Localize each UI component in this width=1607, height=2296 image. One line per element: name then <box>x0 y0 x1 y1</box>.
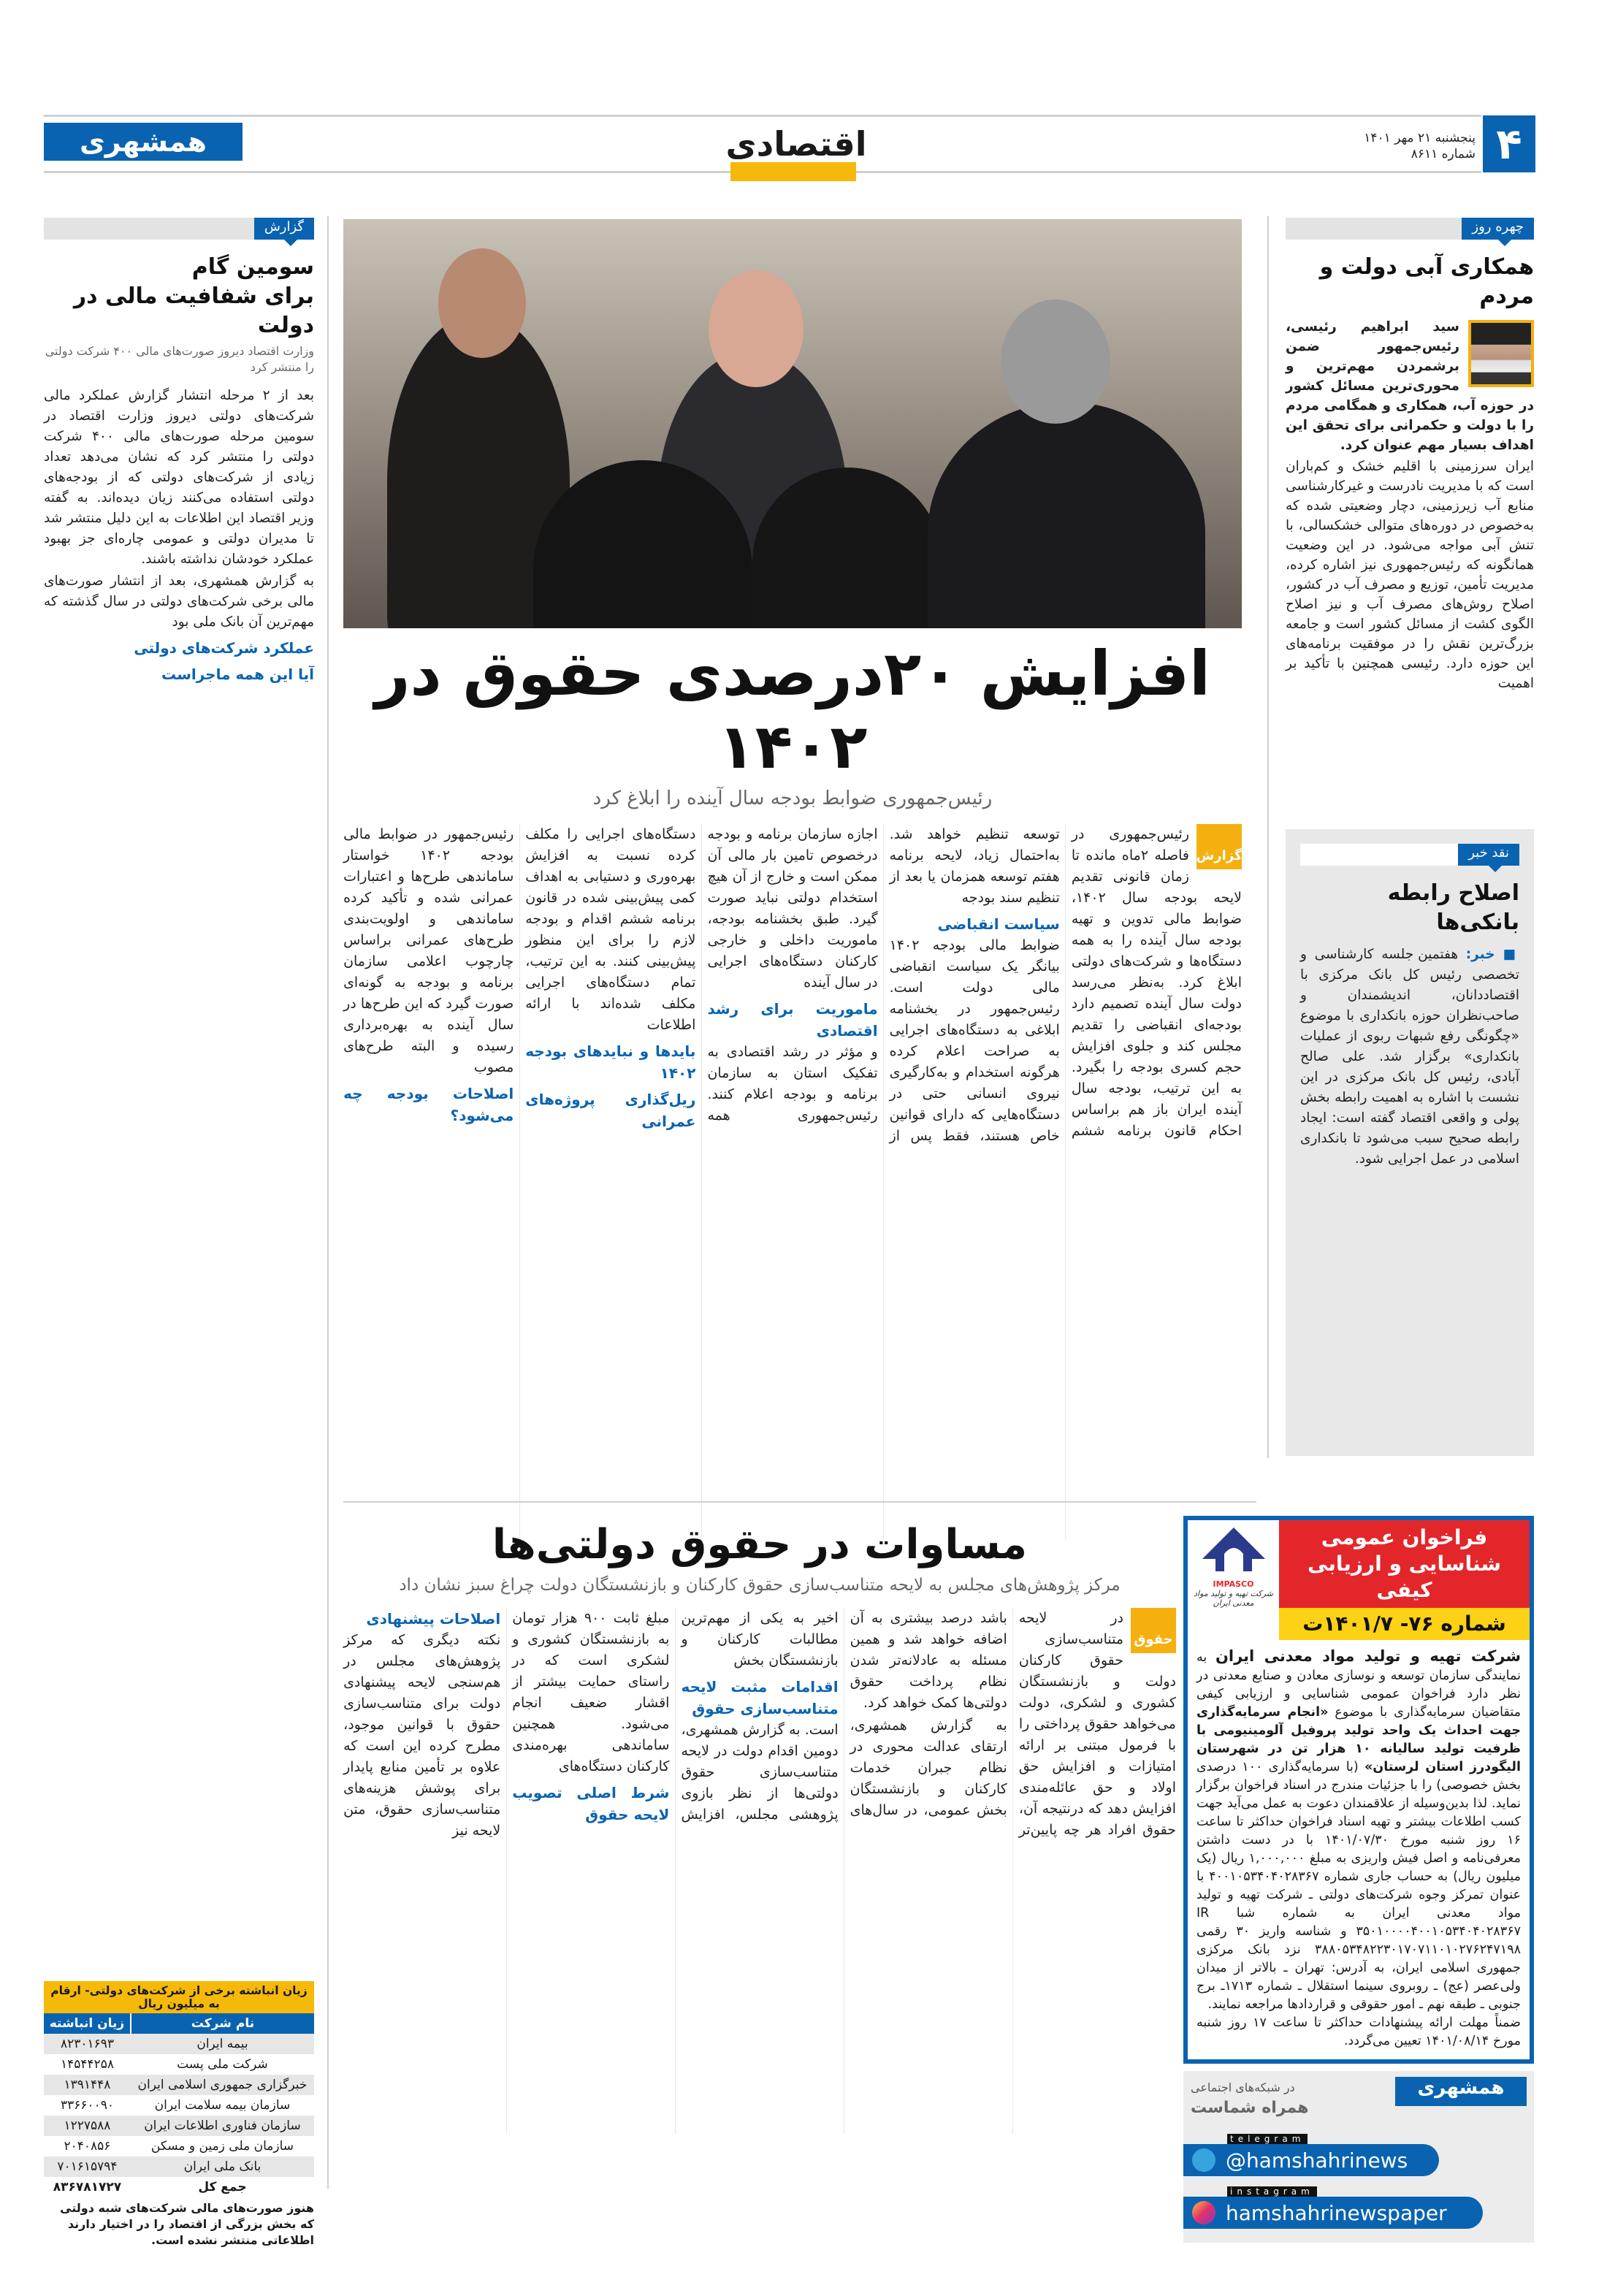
loss-value: ۸۲۳۰۱۶۹۳ <box>44 2034 131 2054</box>
critique-box <box>1286 829 1534 1456</box>
news-label-text: خبر: <box>1465 947 1495 962</box>
loss-value: ۳۳۶۶۰۰۹۰ <box>60 2098 114 2113</box>
article-separator <box>343 1501 1256 1503</box>
face-of-day-body <box>1286 317 1534 693</box>
paragraph: و مؤثر در رشد اقتصادی به تفکیک استان به سازمان برنامه و بودجه اعلام کنند. رئیس‌جمهوری همه دستگاه‌های اجرایی را مکلف کرده نسبت به افزایش بهره‌وری و دستیابی به اهداف کمی پیش‌بینی شده در قانون برنامه ششم اقدام و بودجه لازم را برای این منظور پیش‌بینی کنند. به این ترتیب، تمام دستگاه‌های اجرایی مکلف شده‌اند با ارائه اطلاعات <box>525 826 878 1124</box>
company-name: جمع کل <box>198 2180 247 2194</box>
ad-number: شماره ۷۶- ۱۴۰۱/۷ت <box>1279 1608 1530 1640</box>
second-article-body <box>343 1608 1176 2134</box>
face-of-day-kicker <box>1286 218 1534 240</box>
loss-value: ۱۲۲۷۵۸۸ <box>44 2116 131 2136</box>
subheading: عملکرد شرکت‌های دولتی <box>134 639 314 657</box>
news-label: ■ خبر: <box>1465 947 1519 962</box>
social-media-box <box>1183 2071 1534 2243</box>
ad-body <box>1188 1640 1530 2059</box>
photo-figure <box>438 248 526 358</box>
section-underline <box>730 162 856 181</box>
column-header: زیان انباشته <box>44 2013 131 2034</box>
company-name: شرکت ملی پست <box>177 2057 268 2072</box>
header-top-rule <box>44 115 1481 117</box>
impasco-logo <box>1188 1520 1279 1614</box>
loss-value: ۸۳۶۷۸۱۷۲۷ <box>53 2180 122 2194</box>
subheading: ریل‌گذاری پروژه‌های عمرانی <box>525 1091 696 1130</box>
telegram-icon <box>1192 2148 1215 2172</box>
ad-title-line: فراخوان عمومی <box>1321 1525 1488 1549</box>
critique-text: هفتمین جلسه کارشناسی و تخصصی رئیس کل بانک مرکزی با اقتصاددانان، اندیشمندان و صاحب‌نظران حوزه بانکداری با موضوع «چگونگی رفع شبهات ربوی از عملیات بانکداری» برگزار شد. علی صالح آبادی، رئیس کل بانک مرکزی در این نشست با اشاره به اهمیت رابطه بخش پولی و واقعی اقتصاد گفته است: ایجاد رابطه صحیح سبب می‌شود تا بانکداری اسلامی در عمل اجرایی شود. <box>1300 947 1519 1167</box>
column-divider <box>327 216 329 2189</box>
loss-value: ۷۰۱۶۱۵۷۹۴ <box>44 2156 131 2177</box>
subheading: اصلاحات بودجه چه می‌شود؟ <box>343 1085 514 1124</box>
ad-title <box>1279 1520 1530 1608</box>
section-title-text: اقتصادی <box>725 124 867 164</box>
telegram-handle: @hamshahrinews <box>1226 2148 1408 2173</box>
second-headline: مساوات در حقوق دولتی‌ها <box>492 1521 1028 1568</box>
section-title <box>716 124 877 183</box>
issue-number: شماره ۸۶۱۱ <box>1411 147 1476 161</box>
kicker-label: گزارش <box>254 218 314 240</box>
body-paragraph: ایران سرزمینی با اقلیم خشک و کم‌باران است که با مدیریت نادرست و غیرکارشناسی منابع آب زیرزمینی، دچار وضعیتی شده که به‌خصوص در دوره‌های متوالی خشکسالی، با تنش آبی مواجه می‌شود. در این وضعیت همانگونه که رئیس‌جمهوری نیز اشاره کرده، مدیریت تأمین، توزیع و مصرف آب در کشور، اصلاح روش‌های مصرف آب و نیز اصلاح الگوی کشت از مسائل کشور است و جامعه بزرگ‌ترین نقش را در موفقیت برنامه‌های این حوزه دارد. رئیسی همچنین با تأکید بر اهمیت <box>1286 459 1534 691</box>
critique-title: اصلاح رابطه بانکی‌ها <box>1387 880 1519 935</box>
loss-value: ۲۰۴۰۸۵۶ <box>64 2139 111 2154</box>
column-header: نام شرکت <box>131 2013 314 2034</box>
table-title: زیان انباشته برخی از شرکت‌های دولتی- ارقام به میلیون ریال <box>44 1981 314 2013</box>
paragraph: نکته دیگری که مرکز پژوهش‌های مجلس در هم‌سنجی لایحه پیشنهادی دولت برای متناسب‌سازی حقوق با قوانین موجود، مطرح کرده این است که علاوه بر تأمین منابع پایدار برای پوشش هزینه‌های متناسب‌سازی حقوق، متن لایحه نیز <box>343 1632 501 1839</box>
telegram-label: telegram <box>1227 2134 1308 2144</box>
left-title <box>44 253 314 340</box>
left-body <box>44 386 314 685</box>
newspaper-logo: همشهری <box>44 123 243 161</box>
ad-titles <box>1279 1520 1530 1640</box>
company-name: سازمان فناوری اطلاعات ایران <box>131 2116 314 2136</box>
kicker-label: نقد خبر <box>1458 844 1519 866</box>
second-subtitle: مرکز پژوهش‌های مجلس به لایحه متناسب‌سازی حقوق کارکنان و بازنشستگان دولت چراغ سبز نشان داد <box>399 1576 1121 1595</box>
loss-table <box>44 2013 314 2197</box>
impasco-logo-icon <box>1201 1526 1267 1577</box>
table-row <box>44 2177 314 2197</box>
social-line1: در شبکه‌های اجتماعی <box>1191 2080 1295 2094</box>
subheading: آیا این همه ماجراست <box>161 665 314 683</box>
company-name: بیمه ایران <box>131 2034 314 2054</box>
face-of-day-block <box>1286 218 1534 695</box>
table-row <box>44 2156 314 2177</box>
photo-figure <box>709 270 804 387</box>
ad-company: شرکت تهیه و تولید مواد معدنی ایران <box>1215 1647 1521 1665</box>
telegram-link[interactable] <box>1183 2134 1439 2176</box>
critique-body <box>1300 945 1519 1170</box>
main-photo <box>343 219 1242 628</box>
paragraph: به گزارش همشهری، بعد از انتشار صورت‌های مالی برخی شرکت‌های دولتی در سال گذشته که مهم‌ترین آن بانک ملی بود <box>44 573 314 630</box>
paragraph: در لایحه متناسب‌سازی حقوق کارکنان دولت و بازنشستگان کشوری و لشکری، دولت می‌خواهد حقوق پرداختی را با فرمول مبتنی بر ارائه امتیازات و افزایش حق اولاد و حق عائله‌مندی افزایش دهد که درنتیجه آن، حقوق افراد هر چه پایین‌تر باشد درصد بیشتری به آن اضافه خواهد شد و همین مسئله به عادلانه‌تر شدن نظام پرداخت حقوق دولتی‌ها کمک خواهد کرد. <box>850 1610 1176 1838</box>
instagram-handle: hamshahrinewspaper <box>1226 2200 1447 2225</box>
left-subtitle: وزارت اقتصاد دیروز صورت‌های مالی ۴۰۰ شرکت دولتی را منتشر کرد <box>45 344 314 374</box>
table-row <box>44 2095 314 2116</box>
subheading: شرط اصلی تصویب لایحه حقوق <box>512 1784 670 1823</box>
photo-figure <box>1001 300 1110 424</box>
main-subtitle: رئیس‌جمهوری ضوابط بودجه سال آینده را ابلاغ کرد <box>592 787 993 809</box>
company-name: بانک ملی ایران <box>131 2156 314 2177</box>
lead-paragraph: سید ابراهیم رئیسی، رئیس‌جمهور ضمن برشمردن مهم‌ترین و محوری‌ترین مسائل کشور در حوزه آب، همکاری و همگامی مردم را با دولت و حکمرانی برای تحقق این اهداف بسیار مهم عنوان کرد. <box>1286 319 1534 453</box>
ad-project: «انجام سرمایه‌گذاری جهت احداث یک واحد تولید پروفیل آلومینیومی با ظرفیت تولید سالیانه ۱۰ هزار تن در شهرستان الیگودرز استان لرستان» <box>1196 1705 1521 1774</box>
table-caption: هنوز صورت‌های مالی شرکت‌های شبه دولتی که بخش بزرگی از اقتصاد را در اختیار دارند اطلاعاتی منتشر نشده است. <box>60 2201 314 2247</box>
second-article <box>343 1516 1176 2134</box>
ad-header <box>1188 1520 1530 1640</box>
subheading: ماموریت برای رشد اقتصادی <box>707 1000 878 1040</box>
paragraph: به گزارش همشهری، ارتقای عدالت محوری در نظام جبران خدمات کارکنان و بازنشستگان بخش عمومی، در سال‌های اخیر به یکی از مهم‌ترین مطالبات کارکنان و بازنشستگان بخش <box>681 1610 1007 1818</box>
company-name: سازمان ملی زمین و مسکن <box>150 2139 294 2154</box>
left-kicker <box>44 218 314 240</box>
right-bottom-stack <box>1183 1516 1534 2243</box>
main-kicker: گزارش <box>1196 824 1242 869</box>
public-call-ad <box>1183 1516 1534 2064</box>
column-divider <box>1267 216 1269 1458</box>
critique-kicker <box>1300 844 1519 866</box>
main-article-body <box>343 824 1242 1540</box>
loss-value: ۱۳۹۱۴۴۸ <box>44 2075 131 2095</box>
photo-figure <box>928 402 1205 628</box>
logo-text: IMPASCO <box>1213 1579 1254 1589</box>
issue-date: پنجشنبه ۲۱ مهر ۱۴۰۱ <box>1364 131 1476 145</box>
page-number: ۴ <box>1483 115 1535 172</box>
table-row <box>44 2054 314 2075</box>
table-header-row <box>44 2013 314 2034</box>
ad-text: به نمایندگی سازمان توسعه و نوسازی معادن و صنایع معدنی در نظر دارد فراخوان عمومی شناسایی و ارزیابی کیفی متقاضیان سرمایه‌گذاری با موضوع <box>1196 1650 1522 1720</box>
social-logo: همشهری <box>1395 2077 1527 2106</box>
paragraph: ضوابط مالی بودجه ۱۴۰۲ بیانگر یک سیاست انقباضی مالی دولت است. رئیس‌جمهور در بخشنامه ابلاغی به دستگاه‌های اجرایی به صراحت اعلام کرده هرگونه استخدام و به‌کارگیری نیروی انسانی حتی در دستگاه‌هایی که دارای قوانین خاص هستند، فقط پس از اجازه سازمان برنامه و بودجه درخصوص تامین بار مالی آن ممکن است و خارج از آن هیچ استخدام دولتی نباید صورت گیرد. طبق بخشنامه بودجه، ماموریت داخلی و خارجی کارکنان دستگاه‌های اجرایی در سال آینده <box>707 826 1060 1144</box>
instagram-link[interactable] <box>1183 2186 1483 2229</box>
issue-info <box>1359 130 1476 162</box>
face-of-day-title: همکاری آبی دولت و مردم <box>1319 254 1534 309</box>
subheading: سیاست انقباضی <box>937 915 1060 933</box>
ad-deadline: ضمناً مهلت ارائه پیشنهادات حداکثر تا ساعت ۱۷ روز شنبه مورخ ۱۴۰۱/۰۸/۱۴ تعیین می‌گردد. <box>1196 2015 1522 2048</box>
second-kicker: حقوق <box>1131 1608 1176 1653</box>
ad-title-line: شناسایی و ارزیابی کیفی <box>1308 1552 1501 1602</box>
title-line: سومین گام <box>191 254 314 280</box>
left-column <box>44 218 314 685</box>
paragraph: رئیس‌جمهور در ضوابط مالی بودجه ۱۴۰۲ خواستار ساماندهی طرح‌ها و اعتبارات عمرانی شده و تأکید کرده ساماندهی و اولویت‌بندی طرح‌های عمرانی براساس چارچوب اعلامی سازمان برنامه و بودجه به گونه‌ای صورت گیرد که این طرح‌ها در سال آینده به بهره‌برداری رسیده و البته طرح‌های مصوب <box>343 826 514 1075</box>
logo-caption: شرکت تهیه و تولید مواد معدنی ایران <box>1194 1589 1273 1608</box>
subheading: بایدها و نبایدهای بودجه ۱۴۰۲ <box>525 1042 696 1082</box>
social-line2: همراه شماست <box>1191 2099 1309 2117</box>
company-name: خبرگزاری جمهوری اسلامی ایران <box>131 2075 314 2095</box>
kicker-label: چهره روز <box>1462 218 1534 240</box>
portrait-photo <box>1468 320 1534 387</box>
main-headline: افزایش ۲۰درصدی حقوق در ۱۴۰۲ <box>375 638 1210 782</box>
paragraph: رئیس‌جمهوری در فاصله ۲ماه مانده تا زمان قانونی تقدیم لایحه بودجه سال ۱۴۰۲، ضوابط مالی تدوین و تهیه بودجه سال آینده را به همه دستگاه‌ها و شرکت‌های دولتی ابلاغ کرد. به‌نظر می‌رسد دولت سال آینده تصمیم دارد بودجه‌ای انقباضی را تقدیم مجلس کند و جلوی افزایش حجم کسری بودجه را بگیرد. به این ترتیب، بودجه سال آینده ایران باز هم براساس احکام قانون برنامه ششم توسعه تنظیم خواهد شد. به‌احتمال زیاد، لایحه برنامه هفتم توسعه همزمان یا بعد از تنظیم سند بودجه <box>889 826 1242 1139</box>
main-article <box>343 637 1242 1540</box>
company-name: سازمان بیمه سلامت ایران <box>154 2098 291 2113</box>
table-row <box>44 2034 314 2054</box>
table-row <box>44 2075 314 2095</box>
loss-table-block <box>44 1981 314 2249</box>
subheading: اصلاحات پیشنهادی <box>366 1610 501 1628</box>
title-line: برای شفافیت مالی در دولت <box>73 283 314 338</box>
instagram-icon <box>1192 2201 1215 2224</box>
paragraph: بعد از ۲ مرحله انتشار گزارش عملکرد مالی شرکت‌های دولتی دیروز وزارت اقتصاد در سومین مرحله صورت‌های مالی ۴۰۰ شرکت دولتی را منتشر کرد که نشان می‌دهد تعداد زیادی از شرکت‌های دولتی که از بودجه‌های دولتی استفاده می‌کنند زیان دیده‌اند. به گفته وزیر اقتصاد این اطلاعات به این دلیل منتشر شد تا مدیران دولتی و عمومی چاره‌ای جز بهبود عملکرد خودشان نداشته باشند. <box>44 388 315 567</box>
table-row <box>44 2116 314 2136</box>
paragraph: است. به گزارش همشهری، دومین اقدام دولت در لایحه متناسب‌سازی حقوق دولتی‌ها از نظر بازوی پژوهشی مجلس، افزایش مبلغ ثابت ۹۰۰ هزار تومان به بازنشستگان کشوری و لشکری است که در راستای حمایت بیشتر از اقشار ضعیف انجام می‌شود. همچنین ساماندهی بهره‌مندی کارکنان دستگاه‌های <box>512 1610 839 1823</box>
loss-value: ۱۴۵۴۴۲۵۸ <box>60 2057 114 2072</box>
table-row <box>44 2136 314 2156</box>
ad-text: (با سرمایه‌گذاری ۱۰۰ درصدی بخش خصوصی) را با جزئیات مندرج در اسناد فراخوان برگزار نماید. لذا بدین‌وسیله از علاقمندان دعوت به عمل می‌آید جهت کسب اطلاعات بیشتر و تهیه اسناد فراخوان حداکثر تا ساعت ۱۶ روز شنبه مورخ ۱۴۰۱/۰۷/۳۰ با در دست داشتن معرفی‌نامه و اصل فیش واریزی به مبلغ ۱,۰۰۰,۰۰۰ ریال (یک میلیون ریال) به حساب جاری شماره ۴۰۰۱۰۵۳۴۰۴۰۲۸۳۶۷ با عنوان تمرکز وجوه شرکت‌های دولتی ـ شرکت تهیه و تولید مواد معدنی ایران به شماره شبا IR ۳۵۰۱۰۰۰۰۴۰۰۱۰۵۳۴۰۴۰۲۸۳۶۷ و شناسه واریز ۳۰ رقمی ۳۸۸۰۵۳۴۸۲۲۳۰۱۷۰۷۱۱۰۱۰۲۷۶۲۴۷۱۹۸ نزد بانک مرکزی جمهوری اسلامی ایران، به آدرس: تهران ـ بالاتر از میدان ولی‌عصر (عج) ـ روبروی سینما استقلال ـ شماره ۱۷۱۳ـ برج جنوبی ـ طبقه نهم ـ امور حقوقی و قراردادها مراجعه نمایند. <box>1196 1760 1522 2012</box>
instagram-label: instagram <box>1227 2186 1317 2197</box>
subheading: اقدامات مثبت لایحه متناسب‌سازی حقوق <box>681 1678 839 1717</box>
